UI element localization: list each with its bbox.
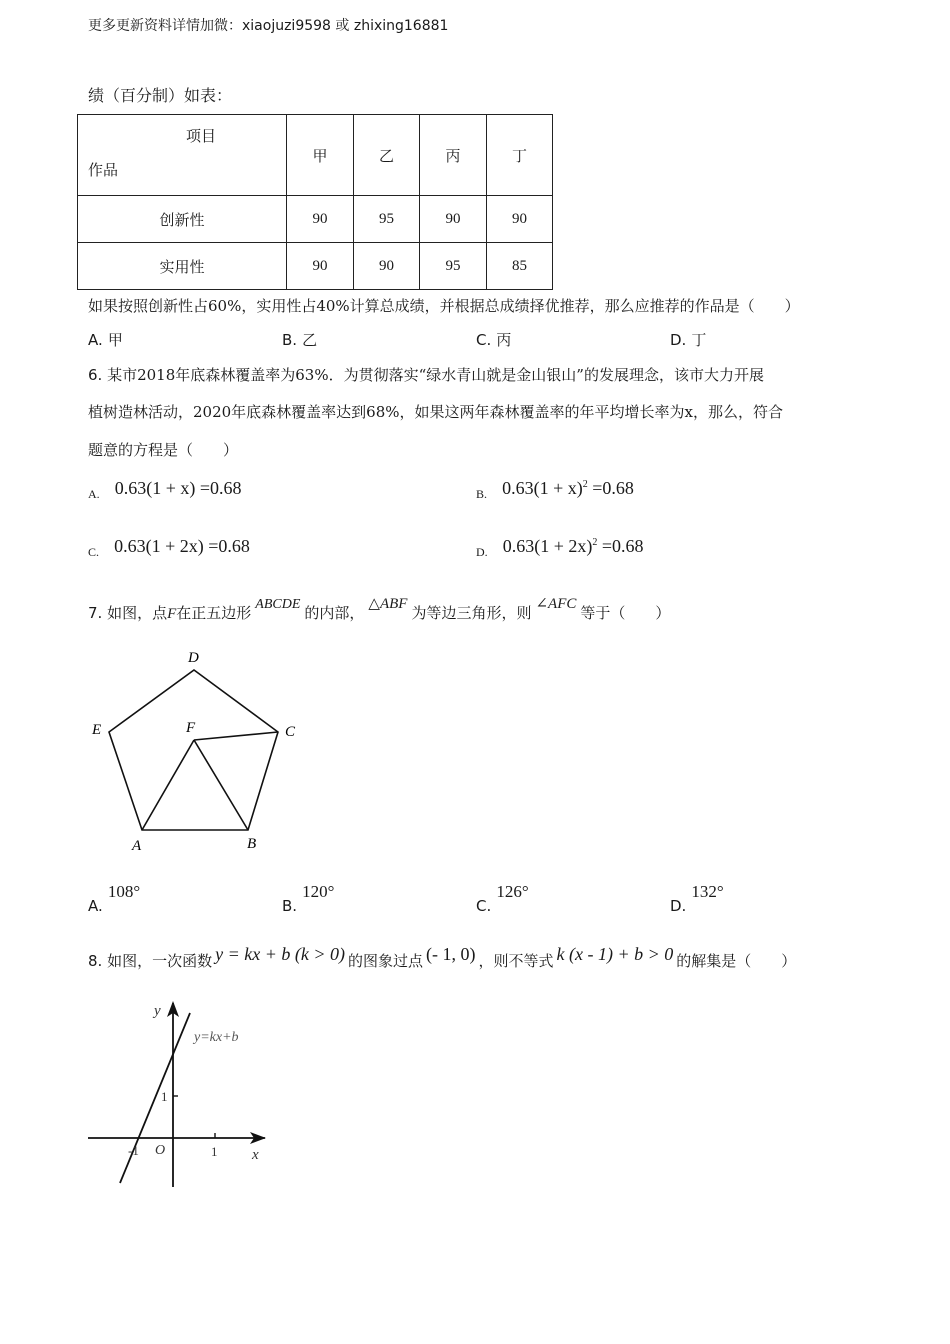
table-cell: 85: [487, 243, 553, 290]
table-row: [78, 243, 553, 290]
q5-option-c: [476, 329, 511, 350]
point-coordinates: (- 1, 0): [426, 944, 476, 964]
equation-rest: =0.68: [601, 536, 644, 556]
q5-intro: 绩（百分制）如表：: [88, 86, 233, 105]
table-cell: 90: [287, 243, 354, 290]
q8-text-3: ，则不等式: [478, 952, 554, 970]
q8-text-4: 的解集是（ ）: [676, 952, 797, 970]
option-equation: [502, 478, 634, 498]
origin-label: O: [155, 1143, 166, 1158]
segment-bf: [194, 740, 248, 830]
question-number: 6.: [88, 366, 103, 384]
option-equation: [503, 536, 644, 556]
q6-option-b: [476, 478, 634, 502]
vertex-label-d: D: [188, 650, 199, 666]
function-label: y=kx+b: [194, 1030, 239, 1045]
option-label: B.: [282, 897, 298, 915]
option-label: A.: [88, 331, 103, 349]
equation-exponent: 2: [582, 479, 588, 490]
segment-cf: [194, 732, 278, 740]
pentagon-figure: [80, 640, 320, 860]
option-text: 108°: [107, 882, 141, 901]
column-header: 丁: [487, 115, 553, 196]
page-header: 更多更新资料详情加微：xiaojuzi9598 或 zhixing16881: [88, 18, 449, 34]
q8-text-2: 的图象过点: [348, 952, 424, 970]
q7-option-d: [670, 882, 724, 915]
option-text: 乙: [302, 331, 318, 349]
row-label: 创新性: [78, 196, 287, 243]
q7-question: [88, 596, 671, 623]
q7-text-3: 的内部，: [304, 604, 365, 622]
table-cell: 95: [420, 243, 487, 290]
q6-option-a: [88, 478, 242, 502]
q7-text-1: 如图，点: [107, 604, 168, 622]
vertex-label-b: B: [247, 836, 257, 852]
score-table: [77, 114, 553, 290]
option-label: A.: [88, 487, 100, 501]
table-cell: 90: [420, 196, 487, 243]
y-one-label: 1: [161, 1089, 168, 1104]
option-text: 132°: [691, 882, 724, 901]
vertex-label-f: F: [186, 720, 196, 736]
vertex-label-a: A: [132, 838, 142, 854]
option-label: D.: [670, 331, 687, 349]
q7-text-5: 等于（ ）: [580, 604, 671, 622]
column-header: 甲: [287, 115, 354, 196]
inequality-expression: k (x - 1) + b > 0: [556, 944, 674, 964]
table-cell: 90: [487, 196, 553, 243]
q6-line3: 题意的方程是（ ）: [88, 441, 239, 459]
q6-line1: [88, 364, 764, 385]
option-label: D.: [476, 545, 488, 559]
option-label: A.: [88, 897, 103, 915]
option-label: B.: [282, 331, 298, 349]
table-cell: 90: [287, 196, 354, 243]
pentagon-name: ABCDE: [255, 597, 301, 612]
table-header-row: [78, 115, 553, 196]
equation-base: 0.63(1 + 2x): [502, 536, 593, 556]
equation-exponent: 2: [592, 537, 598, 548]
table-cell: 95: [354, 196, 420, 243]
option-label: D.: [670, 897, 687, 915]
column-header: 丙: [420, 115, 487, 196]
option-text: 126°: [496, 882, 529, 901]
option-equation: 0.63(1 + x) =0.68: [114, 478, 242, 498]
x-axis-label: x: [252, 1147, 259, 1163]
equation-base: 0.63(1 + x): [502, 478, 583, 498]
q7-text-4: 为等边三角形，则: [411, 604, 532, 622]
option-text: 甲: [107, 331, 123, 349]
triangle-name: △ABF: [368, 596, 408, 612]
q5-option-b: [282, 329, 317, 350]
question-number: 7.: [88, 604, 103, 622]
q8-question: [88, 944, 797, 971]
option-label: C.: [476, 331, 492, 349]
equation-rest: =0.68: [592, 478, 634, 498]
row-label: 实用性: [78, 243, 287, 290]
x-one-label: 1: [211, 1144, 218, 1159]
angle-name: ∠AFC: [535, 596, 577, 612]
table-row: [78, 196, 553, 243]
point-f: F: [167, 606, 177, 622]
vertex-label-e: E: [92, 722, 102, 738]
q7-text-2: 在正五边形: [176, 604, 252, 622]
table-cell: 90: [354, 243, 420, 290]
pentagon-outline: [109, 670, 278, 830]
option-equation: 0.63(1 + 2x) =0.68: [114, 536, 250, 556]
q5-question: 如果按照创新性占60%，实用性占40%计算总成绩，并根据总成绩择优推荐，那么应推荐的作品是（ ）: [88, 297, 800, 315]
q5-option-a: [88, 329, 123, 350]
function-expression: y = kx + b (k > 0): [215, 944, 345, 964]
q6-text-1: 某市2018年底森林覆盖率为63%．为贯彻落实“绿水青山就是金山银山”的发展理念，该市大力开展: [107, 366, 764, 384]
option-text: 丁: [691, 331, 707, 349]
option-text: 丙: [496, 331, 512, 349]
q6-option-c: [88, 536, 250, 560]
vertex-label-c: C: [285, 724, 296, 740]
q7-option-b: [282, 882, 335, 915]
x-neg-one-label: -1: [128, 1143, 139, 1158]
segment-af: [142, 740, 194, 830]
corner-top-label: 项目: [186, 129, 217, 145]
table-corner-cell: [78, 115, 287, 196]
q5-option-d: [670, 329, 706, 350]
column-header: 乙: [354, 115, 420, 196]
q7-option-c: [476, 882, 529, 915]
option-label: C.: [88, 545, 100, 559]
option-text: 120°: [302, 882, 335, 901]
option-label: C.: [476, 897, 492, 915]
q7-option-a: [88, 882, 141, 915]
question-number: 8.: [88, 952, 103, 970]
q6-line2: 植树造林活动，2020年底森林覆盖率达到68%，如果这两年森林覆盖率的年平均增长率为x，那么，符合: [88, 403, 783, 421]
linear-function-graph: [80, 995, 280, 1195]
y-axis-label: y: [154, 1003, 161, 1019]
q8-text-1: 如图，一次函数: [107, 952, 213, 970]
corner-bottom-label: 作品: [88, 163, 119, 179]
q6-option-d: [476, 536, 644, 560]
option-label: B.: [476, 487, 488, 501]
